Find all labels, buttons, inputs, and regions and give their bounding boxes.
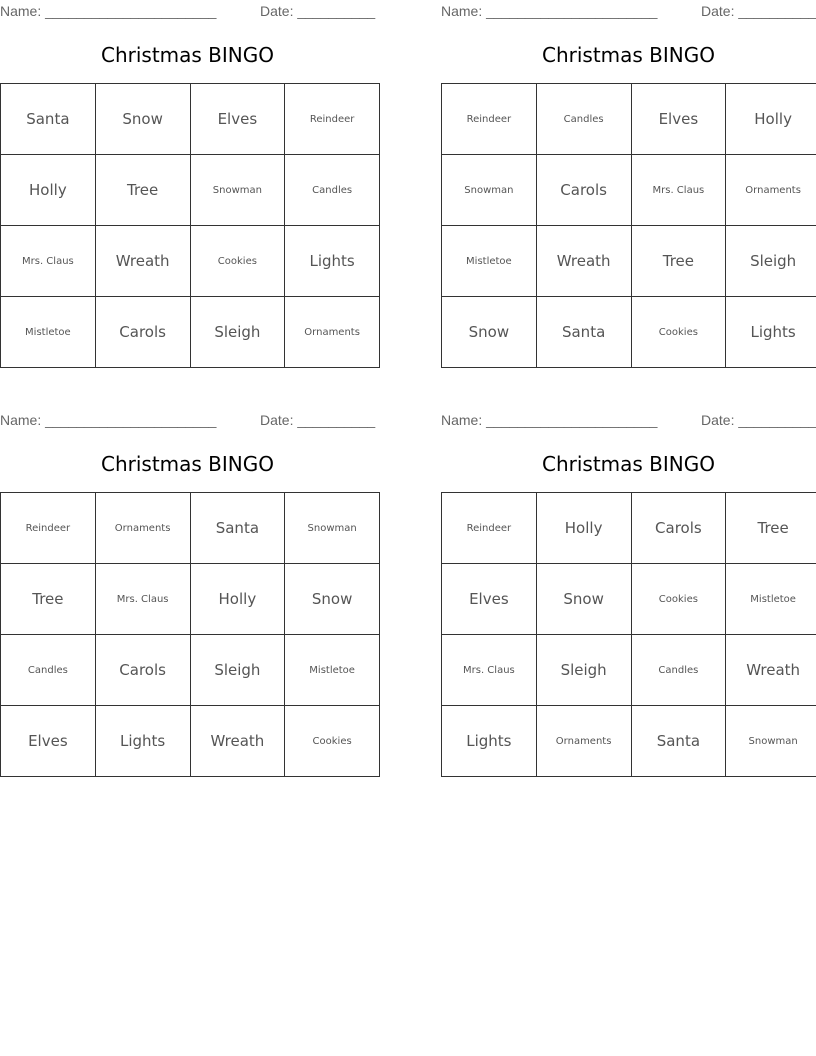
grid-row xyxy=(1,226,380,297)
bingo-cell: Holly xyxy=(726,84,816,155)
bingo-cell: Elves xyxy=(190,84,285,155)
grid-row xyxy=(1,155,380,226)
card-title: Christmas BINGO xyxy=(541,452,716,476)
name-field-label: Name: ______________________ xyxy=(0,3,217,19)
bingo-cell: Holly xyxy=(1,155,96,226)
card-header-fields xyxy=(441,412,816,430)
bingo-cell: Cookies xyxy=(190,226,285,297)
grid-row xyxy=(442,84,816,155)
grid-row xyxy=(1,84,380,155)
bingo-cell: Sleigh xyxy=(726,226,816,297)
grid-row xyxy=(442,706,816,777)
bingo-cell: Lights xyxy=(95,706,190,777)
bingo-cell: Snow xyxy=(285,564,380,635)
bingo-cell: Carols xyxy=(95,635,190,706)
bingo-cell: Tree xyxy=(1,564,96,635)
card-title: Christmas BINGO xyxy=(541,43,716,67)
date-field-label: Date: __________ xyxy=(260,3,376,19)
bingo-cell: Tree xyxy=(95,155,190,226)
bingo-card-3 xyxy=(0,409,375,774)
bingo-cell: Mrs. Claus xyxy=(631,155,726,226)
bingo-cell: Tree xyxy=(631,226,726,297)
bingo-cell: Reindeer xyxy=(1,493,96,564)
bingo-cell: Ornaments xyxy=(536,706,631,777)
bingo-cell: Candles xyxy=(1,635,96,706)
bingo-cell: Elves xyxy=(631,84,726,155)
bingo-cell: Reindeer xyxy=(442,493,537,564)
bingo-cell: Cookies xyxy=(631,564,726,635)
bingo-cell: Ornaments xyxy=(285,297,380,368)
bingo-cell: Lights xyxy=(285,226,380,297)
card-title: Christmas BINGO xyxy=(100,43,275,67)
bingo-cell: Sleigh xyxy=(190,297,285,368)
bingo-cell: Candles xyxy=(285,155,380,226)
bingo-cell: Santa xyxy=(190,493,285,564)
grid-row xyxy=(1,706,380,777)
bingo-cell: Holly xyxy=(536,493,631,564)
bingo-grid xyxy=(441,492,816,777)
bingo-cell: Mistletoe xyxy=(726,564,816,635)
bingo-cell: Snowman xyxy=(190,155,285,226)
bingo-cell: Cookies xyxy=(631,297,726,368)
bingo-cell: Snow xyxy=(95,84,190,155)
grid-row xyxy=(1,564,380,635)
grid-row xyxy=(442,155,816,226)
grid-row xyxy=(442,297,816,368)
grid-row xyxy=(442,635,816,706)
bingo-cell: Carols xyxy=(95,297,190,368)
grid-row xyxy=(1,297,380,368)
name-field-label: Name: ______________________ xyxy=(441,3,658,19)
bingo-card-4 xyxy=(441,409,816,774)
bingo-cell: Mrs. Claus xyxy=(95,564,190,635)
bingo-cell: Carols xyxy=(631,493,726,564)
bingo-card-2 xyxy=(441,0,816,365)
grid-row xyxy=(1,493,380,564)
bingo-cell: Sleigh xyxy=(190,635,285,706)
bingo-cell: Candles xyxy=(536,84,631,155)
bingo-cell: Santa xyxy=(1,84,96,155)
bingo-cell: Reindeer xyxy=(442,84,537,155)
bingo-cell: Ornaments xyxy=(726,155,816,226)
bingo-cell: Elves xyxy=(442,564,537,635)
bingo-cell: Candles xyxy=(631,635,726,706)
bingo-cell: Snow xyxy=(536,564,631,635)
bingo-cell: Ornaments xyxy=(95,493,190,564)
bingo-cell: Cookies xyxy=(285,706,380,777)
bingo-cell: Lights xyxy=(726,297,816,368)
bingo-cell: Sleigh xyxy=(536,635,631,706)
bingo-cell: Snowman xyxy=(285,493,380,564)
grid-row xyxy=(442,564,816,635)
card-header-fields xyxy=(0,412,375,430)
bingo-cell: Carols xyxy=(536,155,631,226)
bingo-cell: Wreath xyxy=(190,706,285,777)
bingo-cell: Mistletoe xyxy=(1,297,96,368)
grid-row xyxy=(1,635,380,706)
bingo-card-1 xyxy=(0,0,375,365)
bingo-cell: Santa xyxy=(631,706,726,777)
bingo-cell: Snow xyxy=(442,297,537,368)
name-field-label: Name: ______________________ xyxy=(0,412,217,428)
bingo-grid xyxy=(441,83,816,368)
bingo-cell: Mrs. Claus xyxy=(442,635,537,706)
date-field-label: Date: __________ xyxy=(701,412,816,428)
date-field-label: Date: __________ xyxy=(701,3,816,19)
bingo-cell: Wreath xyxy=(536,226,631,297)
bingo-cell: Elves xyxy=(1,706,96,777)
card-title: Christmas BINGO xyxy=(100,452,275,476)
bingo-cell: Wreath xyxy=(95,226,190,297)
bingo-cell: Snowman xyxy=(726,706,816,777)
bingo-cell: Snowman xyxy=(442,155,537,226)
bingo-cell: Wreath xyxy=(726,635,816,706)
grid-row xyxy=(442,493,816,564)
name-field-label: Name: ______________________ xyxy=(441,412,658,428)
bingo-cell: Mistletoe xyxy=(285,635,380,706)
bingo-grid xyxy=(0,83,380,368)
card-header-fields xyxy=(441,3,816,21)
bingo-cell: Mrs. Claus xyxy=(1,226,96,297)
bingo-cell: Tree xyxy=(726,493,816,564)
bingo-cell: Reindeer xyxy=(285,84,380,155)
bingo-cell: Lights xyxy=(442,706,537,777)
bingo-cell: Santa xyxy=(536,297,631,368)
bingo-grid xyxy=(0,492,380,777)
bingo-cell: Mistletoe xyxy=(442,226,537,297)
grid-row xyxy=(442,226,816,297)
bingo-cell: Holly xyxy=(190,564,285,635)
card-header-fields xyxy=(0,3,375,21)
date-field-label: Date: __________ xyxy=(260,412,376,428)
